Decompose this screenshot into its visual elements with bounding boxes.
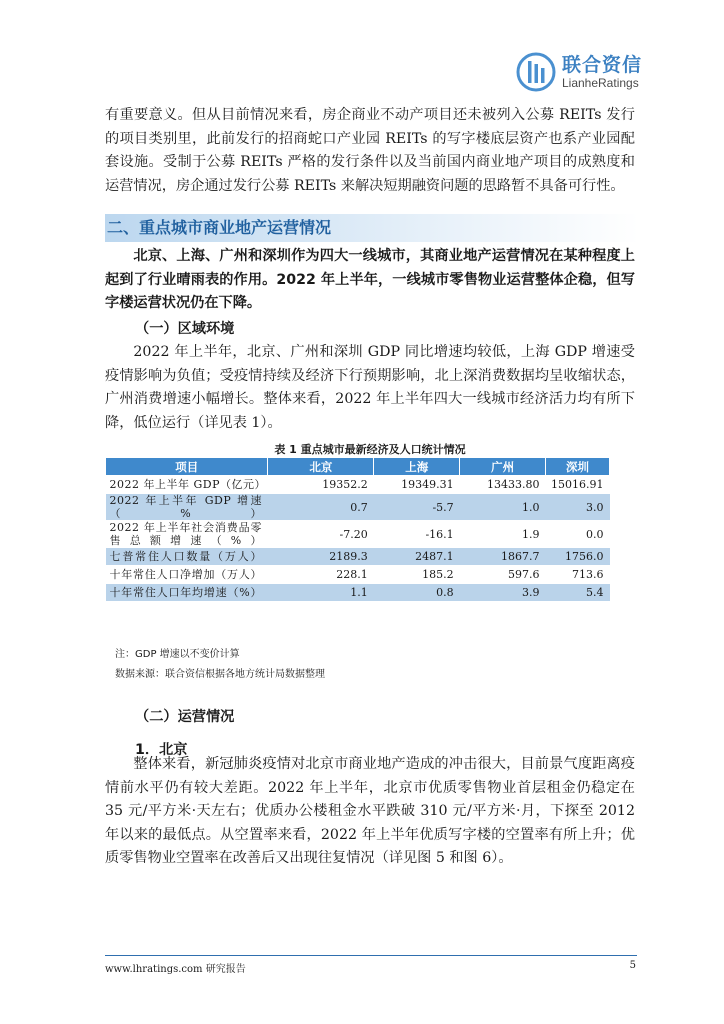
table-header-row xyxy=(106,458,610,476)
footer-divider xyxy=(105,955,637,956)
row-label: 2022 年上半年 GDP（亿元） xyxy=(106,476,268,494)
table-cell: 597.6 xyxy=(460,566,546,584)
table-cell: 0.7 xyxy=(268,494,374,521)
row-label: 七普常住人口数量（万人） xyxy=(106,548,268,566)
region-title: （一）区域环境 xyxy=(135,321,235,337)
table-caption: 表 1 重点城市最新经济及人口统计情况 xyxy=(274,443,466,456)
page-number: 5 xyxy=(629,960,636,971)
section-title: 二、重点城市商业地产运营情况 xyxy=(107,218,332,237)
table-row xyxy=(106,494,610,521)
table-cell: 1.0 xyxy=(460,494,546,521)
table-cell: 1.9 xyxy=(460,521,546,548)
table-cell: 3.0 xyxy=(546,494,610,521)
intro-paragraph: 有重要意义。但从目前情况来看，房企商业不动产项目还未被列入公募 REITs 发行的项目类别里，此前发行的招商蛇口产业园 REITs 的写字楼底层资产也系产业园配套设施。受制于公募 REITs 严格的发行条件以及当前国内商业地产项目的成熟度和运营情况，房企通过发行公募 REITs 来解决短期融资问题的思路暂不具备可行性。 xyxy=(105,107,635,194)
table-note: 注：GDP 增速以不变价计算 xyxy=(115,649,240,660)
table-cell: -5.7 xyxy=(374,494,460,521)
table-row xyxy=(106,476,610,494)
footer-website: www.lhratings.com 研究报告 xyxy=(105,964,246,975)
row-label: 2022 年上半年社会消费品零售总额增速（%） xyxy=(106,521,268,548)
table-header-cell: 广州 xyxy=(460,458,546,476)
table-cell: 1867.7 xyxy=(460,548,546,566)
table-header-cell: 上海 xyxy=(374,458,460,476)
table-header-cell: 北京 xyxy=(268,458,374,476)
table-cell: 1756.0 xyxy=(546,548,610,566)
table-cell: 0.0 xyxy=(546,521,610,548)
table-cell: -16.1 xyxy=(374,521,460,548)
beijing-title: 1．北京 xyxy=(135,742,188,758)
table-header-cell: 深圳 xyxy=(546,458,610,476)
logo-english-name: LianheRatings xyxy=(561,76,639,90)
table-cell: 13433.80 xyxy=(460,476,546,494)
table-cell: 3.9 xyxy=(460,584,546,602)
table-source: 数据来源：联合资信根据各地方统计局数据整理 xyxy=(115,669,325,680)
row-label: 十年常住人口净增加（万人） xyxy=(106,566,268,584)
table-header-cell: 项目 xyxy=(106,458,268,476)
table-cell: -7.20 xyxy=(268,521,374,548)
logo-chinese-name: 联合资信 xyxy=(561,54,642,76)
city-stats-table xyxy=(105,457,610,602)
table-cell: 2487.1 xyxy=(374,548,460,566)
table-row xyxy=(106,584,610,602)
beijing-paragraph: 整体来看，新冠肺炎疫情对北京市商业地产造成的冲击很大，目前景气度距离疫情前水平仍有较大差距。2022 年上半年，北京市优质零售物业首层租金仍稳定在 35 元/平方米·天左右；优质办公楼租金水平跌破 310 元/平方米·月，下探至 2012 年以来的最低点。从空置率来看，2022 年上半年优质写字楼的空置率有所上升；优质零售物业空置率在改善后又出现往复情况（详见图 5 和图 6）。 xyxy=(105,756,635,866)
row-label: 十年常住人口年均增速（%） xyxy=(106,584,268,602)
table-cell: 185.2 xyxy=(374,566,460,584)
table-row xyxy=(106,521,610,548)
operations-title: （二）运营情况 xyxy=(135,709,235,725)
table-cell: 19352.2 xyxy=(268,476,374,494)
table-cell: 2189.3 xyxy=(268,548,374,566)
table-cell: 15016.91 xyxy=(546,476,610,494)
table-cell: 5.4 xyxy=(546,584,610,602)
table-cell: 1.1 xyxy=(268,584,374,602)
section-summary: 北京、上海、广州和深圳作为四大一线城市，其商业地产运营情况在某种程度上起到了行业晴雨表的作用。2022 年上半年，一线城市零售物业运营整体企稳，但写字楼运营状况仍在下降。 xyxy=(105,248,635,311)
table-cell: 19349.31 xyxy=(374,476,460,494)
row-label: 2022 年上半年 GDP 增速（%） xyxy=(106,494,268,521)
lianhe-logo xyxy=(516,52,642,92)
table-cell: 228.1 xyxy=(268,566,374,584)
table-cell: 0.8 xyxy=(374,584,460,602)
table-row xyxy=(106,566,610,584)
region-paragraph: 2022 年上半年，北京、广州和深圳 GDP 同比增速均较低，上海 GDP 增速受疫情影响为负值；受疫情持续及经济下行预期影响，北上深消费数据均呈收缩状态，广州消费增速小幅增长。整体来看，2022 年上半年四大一线城市经济活力均有所下降，低位运行（详见表 1）。 xyxy=(105,344,635,431)
lianhe-logo-icon xyxy=(516,52,556,92)
table-cell: 713.6 xyxy=(546,566,610,584)
table-row xyxy=(106,548,610,566)
